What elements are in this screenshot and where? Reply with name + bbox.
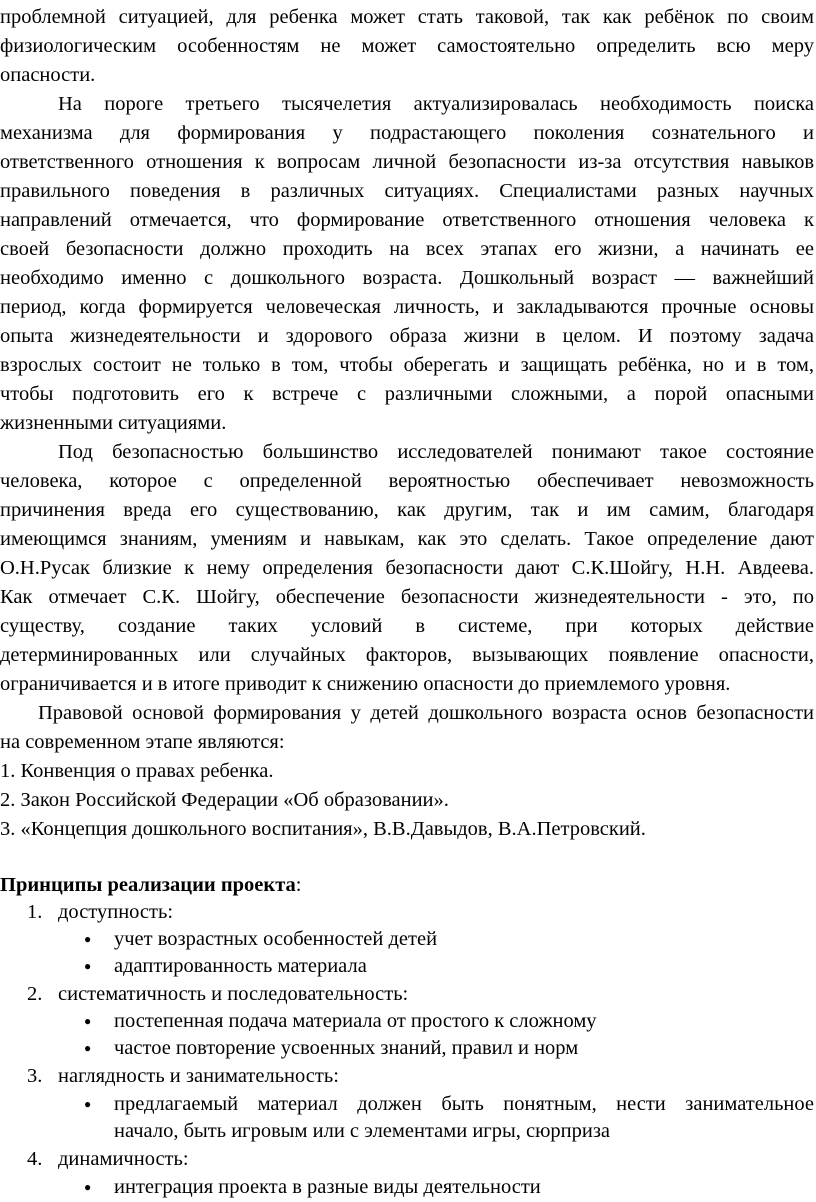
bullet-icon: ●	[84, 1180, 92, 1194]
paragraph-line: на современном этапе являются:	[0, 731, 285, 753]
paragraph-line: правильного поведения в различных ситуациях. Специалистами разных научных	[0, 180, 814, 202]
section-heading-colon: :	[295, 874, 302, 896]
paragraph-line: ограничивается и в итоге приводит к снижению опасности до приемлемого уровня.	[0, 673, 731, 695]
paragraph-line: направлений отмечается, что формирование ответственного отношения человека к	[0, 209, 814, 231]
bullet-icon: ●	[84, 959, 92, 973]
paragraph-line: Как отмечает С.К. Шойгу, обеспечение безопасности жизнедеятельности - это, по	[0, 586, 814, 608]
paragraph-line: О.Н.Русак близкие к нему определения безопасности дают С.К.Шойгу, Н.Н. Авдеева.	[0, 557, 814, 579]
principle-bullet: предлагаемый материал должен быть понятным, нести занимательное	[114, 1093, 814, 1115]
principle-label: динамичность:	[58, 1148, 189, 1170]
section-heading-text: Принципы реализации проекта	[0, 874, 296, 896]
principle-bullet: интеграция проекта в разные виды деятельности	[114, 1176, 541, 1198]
paragraph-line: человека, которое с определенной вероятностью обеспечивает невозможность	[0, 470, 814, 492]
principle-number: 2.	[27, 983, 43, 1005]
bullet-icon: ●	[84, 1097, 92, 1111]
paragraph-line: опыта жизнедеятельности и здорового образа жизни в целом. И поэтому задача	[0, 325, 814, 347]
bullet-icon: ●	[84, 932, 92, 946]
paragraph-line: имеющимся знаниям, умениям и навыкам, как это сделать. Такое определение дают	[0, 528, 814, 550]
paragraph-line: причинения вреда его существованию, как другим, так и им самим, благодаря	[0, 499, 814, 521]
principle-number: 4.	[27, 1148, 43, 1170]
paragraph-line: проблемной ситуацией, для ребенка может стать таковой, так как ребёнок по своим	[0, 6, 814, 28]
principle-label: наглядность и занимательность:	[58, 1065, 339, 1087]
paragraph-line: необходимо именно с дошкольного возраста. Дошкольный возраст — важнейший	[0, 267, 814, 289]
section-heading	[0, 870, 814, 900]
principle-number: 3.	[27, 1065, 43, 1087]
principle-bullet-continuation: начало, быть игровым или с элементами игры, сюрприза	[114, 1120, 611, 1142]
paragraph-line: Под безопасностью большинство исследователей понимают такое состояние	[58, 441, 814, 463]
principle-number: 1.	[27, 901, 43, 923]
bullet-icon: ●	[84, 1041, 92, 1055]
principle-bullet: адаптированность материала	[114, 955, 367, 977]
paragraph-line: чтобы подготовить его к встрече с различными сложными, а порой опасными	[0, 383, 814, 405]
paragraph-line: детерминированных или случайных факторов, вызывающих появление опасности,	[0, 644, 814, 666]
principle-bullet: частое повторение усвоенных знаний, правил и норм	[114, 1037, 579, 1059]
paragraph-line: опасности.	[0, 64, 96, 86]
paragraph-line: механизма для формирования у подрастающего поколения сознательного и	[0, 122, 814, 144]
legal-basis-item: 3. «Концепция дошкольного воспитания», В.В.Давыдов, В.А.Петровский.	[0, 818, 646, 840]
paragraph-line: Правовой основой формирования у детей дошкольного возраста основ безопасности	[38, 702, 814, 724]
paragraph-line: На пороге третьего тысячелетия актуализировалась необходимость поиска	[58, 93, 814, 115]
paragraph-line: жизненными ситуациями.	[0, 412, 227, 434]
principle-bullet: учет возрастных особенностей детей	[114, 928, 438, 950]
paragraph-line: существу, создание таких условий в системе, при которых действие	[0, 615, 814, 637]
paragraph-line: своей безопасности должно проходить на всех этапах его жизни, а начинать ее	[0, 238, 814, 260]
paragraph-line: ответственного отношения к вопросам личной безопасности из-за отсутствия навыков	[0, 151, 814, 173]
principle-label: систематичность и последовательность:	[58, 983, 409, 1005]
paragraph-line: физиологическим особенностям не может самостоятельно определить всю меру	[0, 35, 814, 57]
bullet-icon: ●	[84, 1014, 92, 1028]
paragraph-line: период, когда формируется человеческая личность, и закладываются прочные основы	[0, 296, 814, 318]
paragraph-line: взрослых состоит не только в том, чтобы оберегать и защищать ребёнка, но и в том,	[0, 354, 814, 376]
principle-label: доступность:	[58, 901, 174, 923]
principle-bullet: постепенная подача материала от простого к сложному	[114, 1010, 597, 1032]
legal-basis-item: 2. Закон Российской Федерации «Об образовании».	[0, 789, 449, 811]
legal-basis-item: 1. Конвенция о правах ребенка.	[0, 760, 274, 782]
